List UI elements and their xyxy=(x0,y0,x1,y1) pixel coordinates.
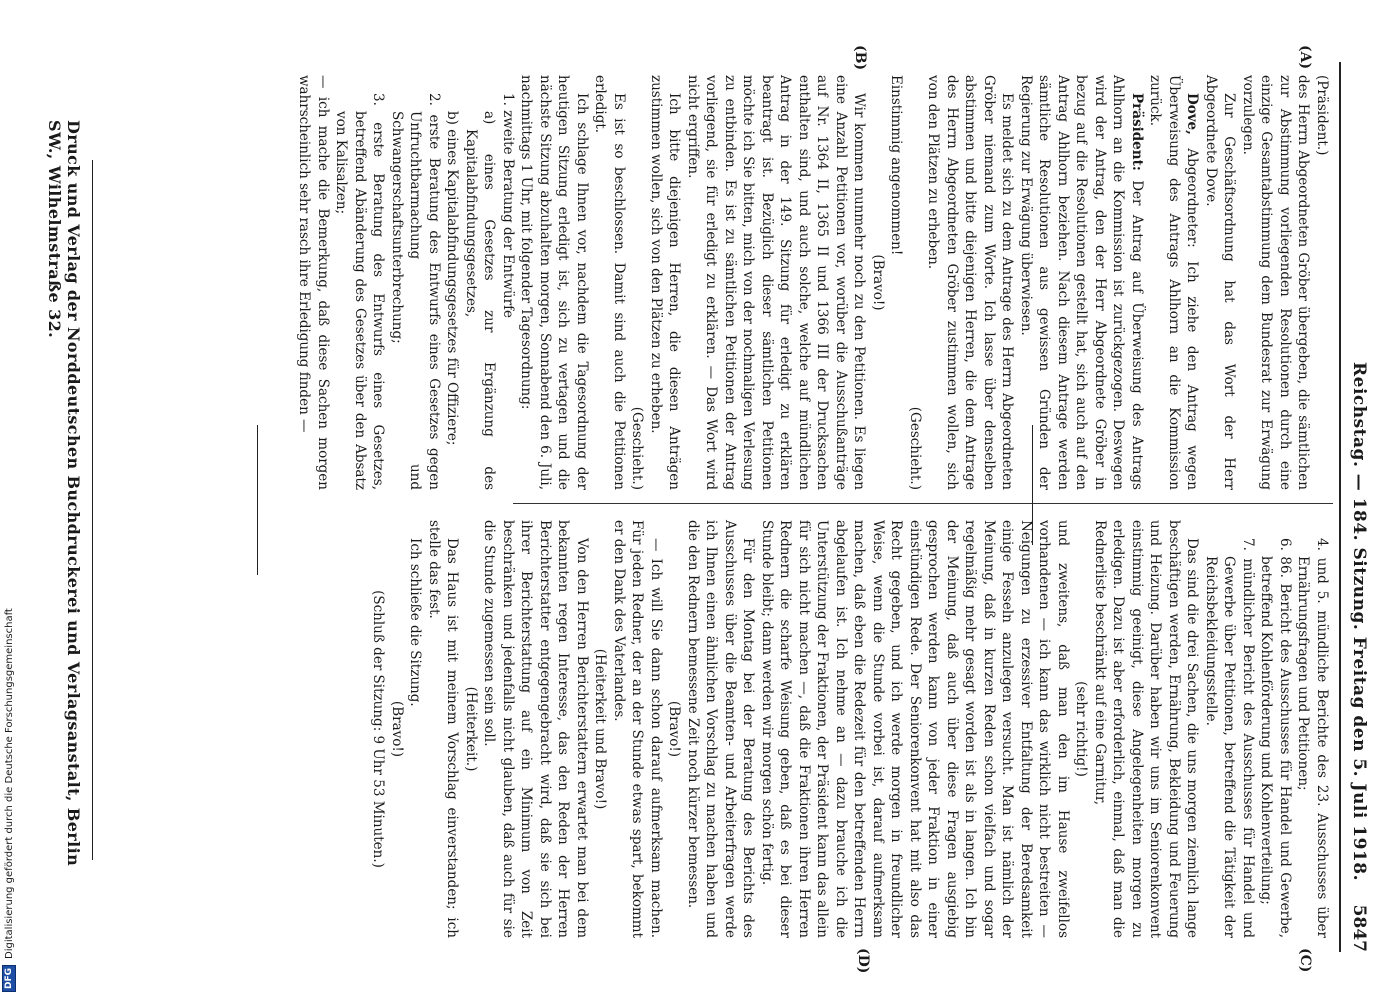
left-column-paragraph: Einstimmig angenommen! xyxy=(888,75,905,256)
right-column-paragraph: Ich schließe die Sitzung. xyxy=(407,538,424,707)
left-column-paragraph: 2. erste Beratung des Entwurfs eines Gesetzes gegen Unfruchtbarmachung und Schwangerschaftsunterbrechung; xyxy=(389,93,442,490)
right-column-paragraph: (Bravo!) xyxy=(389,700,405,758)
left-column-paragraph: Ich schlage Ihnen vor, nachdem die Tagesordnung der heutigen Sitzung erledigt ist, sich zu vertagen und die nächste Sitzung abzuhalten morgen, Sonnabend den 6. Juli, nachmittags 1 Uhr, mit folgender Tagesordnung: xyxy=(518,75,590,490)
left-column-paragraph xyxy=(1146,75,1202,490)
left-column-paragraph: Zur Geschäftsordnung hat das Wort der Herr Abgeordnete Dove. xyxy=(1203,75,1238,490)
digitization-note xyxy=(0,2,18,1000)
margin-mark-d: (D) xyxy=(855,948,871,974)
left-column-paragraph: 1. zweite Beratung der Entwürfe xyxy=(500,93,516,319)
right-column-paragraph: 7. mündlicher Bericht des Ausschusses für Handel und Gewerbe über Petitionen, betreffend die Tätigkeit der Reichsbekleidungsstelle. xyxy=(1203,538,1256,938)
right-column-paragraph: (sehr richtig!) xyxy=(1073,681,1090,777)
right-column-paragraph: 6. 86. Bericht des Ausschusses für Handel und Gewerbe, betreffend Kohlenförderung und Kohlenverteilung; xyxy=(1258,538,1293,938)
page-number: 5847 xyxy=(1349,904,1369,952)
right-column-paragraph: Das Haus ist mit meinem Vorschlag einverstanden; ich stelle das fest. xyxy=(426,520,461,938)
right-column-paragraph: Von den Herren Berichterstattern erwartet man bei dem bekannten regen Interesse, das den Reden der Herren Berichterstatter entgegengebracht wird, daß sie sich bei ihrer Berichterstattung auf ein Minimum von Zeit beschränken und jedenfalls nicht glauben, daß auch für sie die Stunde zugemessen sein soll. xyxy=(481,520,590,938)
left-column-paragraph: Es ist so beschlossen. Damit sind auch die Petitionen erledigt. xyxy=(592,75,627,490)
right-column-paragraph: 4. und 5. mündliche Berichte des 23. Ausschusses über Ernährungsfragen und Petitionen; xyxy=(1295,538,1330,938)
left-column-paragraph: (Geschieht.) xyxy=(907,406,923,490)
left-column-paragraph: a) eines Gesetzes zur Ergänzung des Kapitalabfindungsgesetzes, xyxy=(463,111,498,490)
header-rule xyxy=(1339,62,1341,952)
running-title: Reichstag. — 184. Sitzung. Freitag den 5. Juli 1918. xyxy=(1349,362,1369,881)
left-column xyxy=(295,75,1331,490)
paragraph-text: Der Antrag auf Überweisung des Antrags Ahlhorn an die Kommission ist zurückgezogen. Deswegen wird der Antrag, den der Herr Abgeordnete Gröber in bezug auf die Resolutionen gestellt hat, sich auch auf den Antrag Ahlhorn beziehen. Nach diesem Antrage werden sämtliche Resolutionen aus gewissen Gründen der Regierung zur Erwägung überwiesen. xyxy=(1018,75,1145,490)
right-column-paragraph: (Schluß der Sitzung: 9 Uhr 53 Minuten.) xyxy=(370,590,387,868)
left-column-paragraph: des Herrn Abgeordneten Gröber übergeben, die sämtlichen zur Abstimmung vorliegenden Resolutionen durch eine einzige Gesamtabstimmung dem Bundesrat zur Erwägung vorzulegen. xyxy=(1240,75,1312,490)
right-column-paragraph: Für den Montag bei der Beratung des Berichts des Ausschusses über die Beamten- und Arbeiterfragen werde ich Ihnen einen ähnlichen Vorschlag zu machen haben und die den Rednern bemessene Zeit noch kürzer bemessen. xyxy=(685,520,757,938)
imprint-rule xyxy=(92,160,93,860)
speaker-name: Dove, xyxy=(1184,93,1201,135)
page-header xyxy=(1339,62,1373,952)
left-column-paragraph: (Geschieht.) xyxy=(629,406,646,490)
digitization-text: Digitalisierung gefördert durch die Deutsche Forschungsgemeinschaft xyxy=(3,608,15,959)
left-column-paragraph: Es meldet sich zu dem Antrage des Herrn Abgeordneten Gröber niemand zum Worte. Ich lasse über denselben abstimmen und bitte diejenigen Herren, die dem Antrage des Herrn Abgeordneten Gröber zustimmen wollen, sich von den Plätzen zu erheben. xyxy=(925,75,1016,490)
left-column-paragraph: 3. erste Beratung des Entwurfs eines Gesetzes, betreffend Abänderung des Gesetzes über den Absatz von Kalisalzen; xyxy=(333,93,387,490)
section-rule-top xyxy=(1032,425,1033,545)
paragraph-text: Abgeordneter: Ich ziehe den Antrag wegen Überweisung des Antrags Ahlhorn an die Kommission zurück. xyxy=(1147,75,1201,490)
right-column-paragraph: — Ich will Sie dann schon darauf aufmerksam machen. Für jeden Redner, der an der Stunde etwas spart, bekommt er den Dank des Vaterlandes. xyxy=(611,520,664,938)
printer-imprint: Druck und Verlag der Norddeutschen Buchdruckerei und Verlagsanstalt, Berlin SW., Wilhelmstraße 32. xyxy=(45,120,83,867)
left-column-paragraph xyxy=(1017,75,1147,490)
left-column-paragraph: (Bravo!) xyxy=(870,254,886,311)
left-column-paragraph: Ich bitte diejenigen Herren, die diesen Anträgen zustimmen wollen, sich von den Plätzen zu erheben. xyxy=(648,75,683,490)
right-column xyxy=(369,520,1331,938)
left-column-paragraph: Wir kommen nunmehr noch zu den Petitionen. Es liegen eine Anzahl Petitionen vor, worüber die Ausschußanträge auf Nr. 1364 II, 1365 II und 1366 III der Drucksachen enthalten sind, und auch solche, welche auf mündlichen Antrag in der 149. Sitzung für erledigt zu erklären beantragt ist. Bezüglich dieser sämtlichen Petitionen möchte ich Sie bitten, mich von der nochmaligen Verlesung zu entbinden. Es ist zu sämtlichen Petitionen der Antrag vorliegend, sie für erledigt zu erklären. — Das Wort wird nicht ergriffen. xyxy=(685,75,868,490)
end-rule xyxy=(257,425,258,575)
left-column-paragraph: — ich mache die Bemerkung, daß diese Sachen morgen wahrscheinlich sehr rasch ihre Erledigung finden — xyxy=(296,75,331,490)
right-column-paragraph: (Heiterkeit und Bravo!) xyxy=(592,648,609,810)
margin-mark-b: (B) xyxy=(852,45,868,71)
margin-mark-a: (A) xyxy=(1297,45,1313,70)
right-column-paragraph: (Heiterkeit.) xyxy=(463,686,479,772)
speaker-name: Präsident: xyxy=(1129,93,1145,171)
right-column-paragraph: Das sind die drei Sachen, die uns morgen ziemlich lange beschäftigen werden, Ernährung, Bekleidung und Feuerung und Heizung. Darüber haben wir uns im Seniorenkonvent einstimmig geeinigt, diese Angelegenheiten morgen zu erledigen. Dazu ist aber erforderlich, einmal, daß man die Rednerliste beschränkt auf eine Garnitur, xyxy=(1092,520,1201,938)
right-column-paragraph: (Bravo!) xyxy=(666,700,683,758)
margin-mark-c: (C) xyxy=(1297,948,1313,973)
right-column-paragraph: und zweitens, daß man den im Hause zweifellos vorhandenen — ich kann das wirklich nicht bestreiten — Neigungen zu erzessiver Entfaltung der Beredsamkeit einige Fesseln anzulegen versucht. Man ist nämlich der Meinung, daß in kurzen Reden schon vielfach und sogar regelmäßig mehr gesagt worden ist als in langen. Ich bin der Meinung, daß auch über diese Fragen ausgiebig gesprochen werden kann von jeder Fraktion in einer einstündigen Rede. Der Seniorenkonvent hat mit also das Recht gegeben, und ich werde morgen in freundlicher Weise, wenn die Stunde vorbei ist, darauf aufmerksam machen, daß eben die Redezeit für den betreffenden Herrn abgelaufen ist. Ich nehme an — dazu brauche ich die Unterstützung der Fraktionen, der Präsident kann das allein für sich nicht machen —, daß die Fraktionen ihren Herren Rednern die scharfe Weisung geben, daß es bei dieser Stunde bleibt; dann werden wir morgen schön fertig. xyxy=(759,520,1071,938)
column-divider xyxy=(513,503,1333,504)
left-column-paragraph: b) eines Kapitalabfindungsgesetzes für Offiziere; xyxy=(444,111,461,446)
dfg-logo-icon: DFG xyxy=(2,965,16,992)
left-column-paragraph: (Präsident.) xyxy=(1314,75,1330,156)
